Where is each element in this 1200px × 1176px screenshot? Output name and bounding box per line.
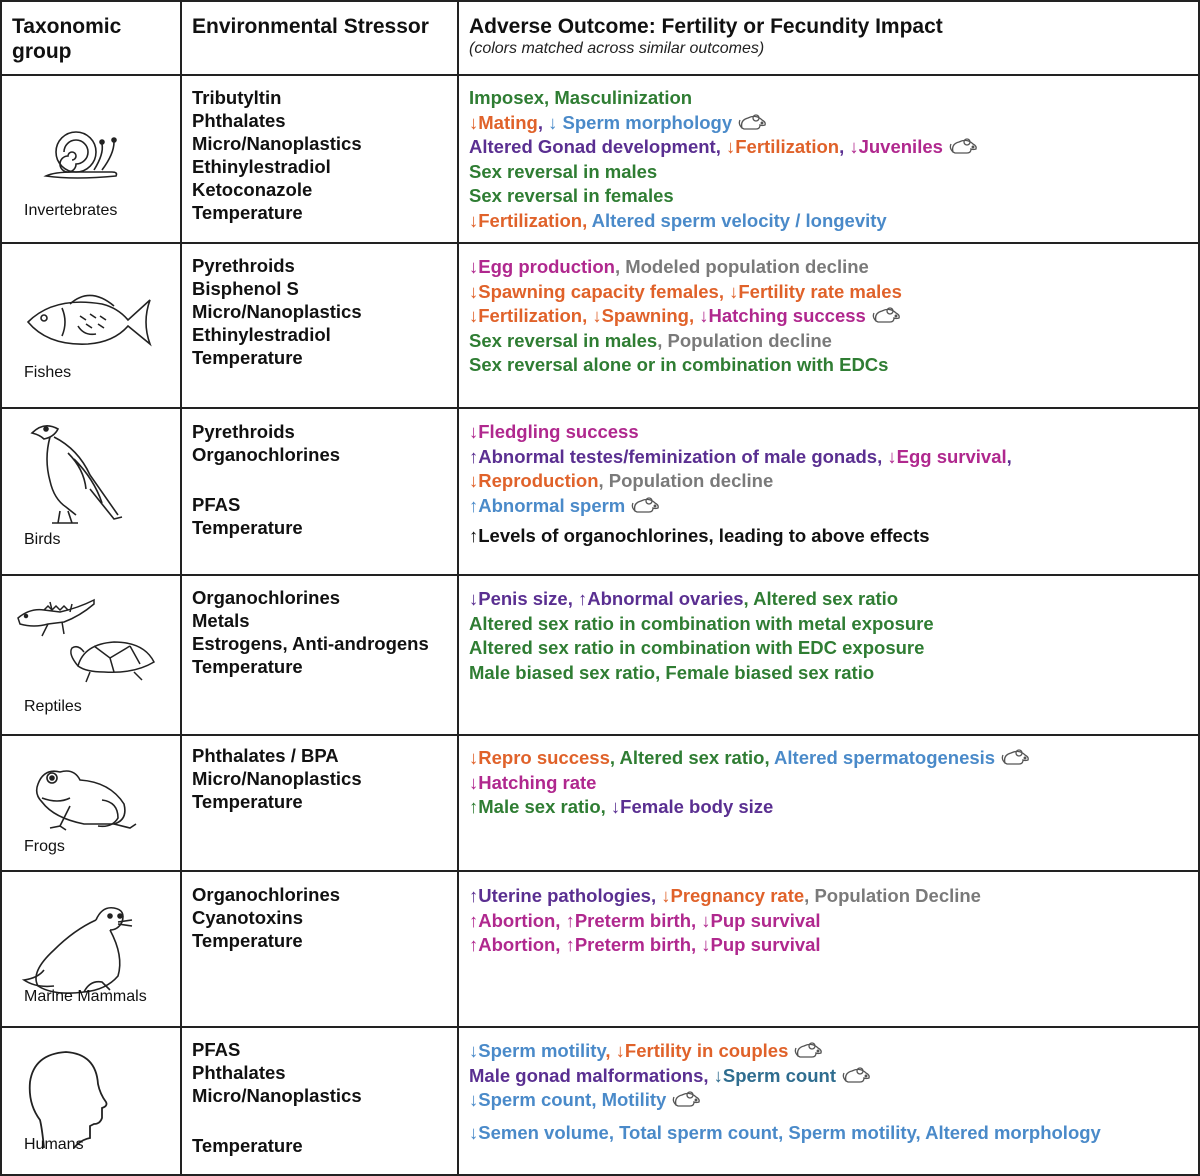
stressor-list bbox=[192, 420, 454, 539]
row-divider bbox=[2, 574, 1198, 576]
outcome-text: ↓Sperm count bbox=[713, 1064, 836, 1086]
outcome-text: , bbox=[614, 256, 626, 277]
outcome-line bbox=[469, 661, 1194, 686]
outcome-text: ↓Reproduction bbox=[469, 470, 599, 491]
stressor-list bbox=[192, 883, 454, 952]
outcome-line bbox=[469, 933, 1194, 958]
header-text: Taxonomic bbox=[12, 15, 122, 38]
mouse-icon bbox=[631, 495, 661, 515]
outcome-line bbox=[469, 135, 1194, 160]
outcome-list bbox=[469, 746, 1194, 820]
mouse-icon bbox=[672, 1089, 702, 1109]
outcome-text: ↓Juveniles bbox=[849, 136, 943, 157]
outcome-text: , bbox=[804, 885, 815, 906]
outcome-text: ↑Abortion, ↑Preterm birth, ↓Pup survival bbox=[469, 934, 821, 955]
outcome-text: ↓Fertility in couples bbox=[615, 1040, 789, 1061]
outcome-text: ↑Abortion, ↑Preterm birth, ↓Pup survival bbox=[469, 909, 821, 931]
stressor-item: Ethinylestradiol bbox=[192, 156, 331, 177]
column-divider bbox=[457, 2, 459, 1174]
outcome-list bbox=[469, 420, 1194, 549]
reptiles-icon bbox=[14, 582, 164, 692]
outcome-text: , bbox=[598, 470, 609, 491]
outcome-text: Male gonad malformations bbox=[469, 1064, 704, 1086]
stressor-item: Pyrethroids bbox=[192, 255, 295, 276]
outcome-text: , bbox=[1006, 445, 1012, 467]
outcome-text: ↓Fledgling success bbox=[469, 421, 639, 442]
outcome-text: ↓Semen volume, Total sperm count, Sperm motility, Altered morphology bbox=[469, 1121, 1101, 1143]
stressor-list bbox=[192, 586, 454, 678]
outcome-text: Altered sex ratio bbox=[619, 747, 765, 768]
outcome-list bbox=[469, 884, 1194, 958]
outcome-text: , bbox=[609, 747, 620, 768]
row-divider bbox=[2, 1026, 1198, 1028]
outcome-text: , bbox=[764, 747, 775, 768]
outcome-text: ↓Spawning capacity females bbox=[469, 280, 719, 302]
stressor-item: Phthalates / BPA bbox=[192, 745, 339, 766]
snail-icon bbox=[14, 114, 164, 194]
outcome-text: ↑Uterine pathologies bbox=[469, 885, 651, 906]
outcome-text: Altered spermatogenesis bbox=[774, 747, 996, 768]
outcome-line bbox=[469, 184, 1194, 209]
outcome-line bbox=[469, 280, 1194, 305]
taxonomic-group-label: Marine Mammals bbox=[24, 988, 147, 1005]
stressor-item: Micro/Nanoplastics bbox=[192, 1085, 362, 1106]
row-divider bbox=[2, 734, 1198, 736]
outcome-line bbox=[469, 1039, 1194, 1064]
outcome-text: ↓Egg survival bbox=[887, 445, 1007, 467]
stressor-item: Temperature bbox=[192, 202, 303, 223]
human-head-icon bbox=[14, 1048, 164, 1148]
outcome-text: , bbox=[688, 305, 700, 326]
stressor-item: Temperature bbox=[192, 791, 303, 812]
stressor-item: Ketoconazole bbox=[192, 179, 313, 200]
outcome-text: Sex reversal in males bbox=[469, 329, 658, 351]
outcome-line bbox=[469, 255, 1194, 280]
stressor-item: Tributyltin bbox=[192, 87, 282, 108]
row-divider bbox=[2, 407, 1198, 409]
outcome-line bbox=[469, 587, 1194, 612]
outcome-text: ↓Fertilization bbox=[726, 136, 840, 157]
outcome-text: Altered sex ratio in combination with metal exposure bbox=[469, 612, 934, 634]
header-color-note: (colors matched across similar outcomes) bbox=[469, 40, 765, 57]
row-divider bbox=[2, 870, 1198, 872]
row-divider bbox=[2, 74, 1198, 76]
outcome-text: Altered sex ratio in combination with EDC exposure bbox=[469, 637, 925, 658]
outcome-line bbox=[469, 111, 1194, 136]
column-divider bbox=[180, 2, 182, 1174]
outcome-text: ↓Fertilization bbox=[469, 209, 583, 231]
stressor-list bbox=[192, 254, 454, 369]
outcome-text: ↓Spawning bbox=[592, 305, 689, 326]
outcome-text: Sex reversal alone or in combination with EDCs bbox=[469, 354, 889, 375]
outcome-line bbox=[469, 353, 1194, 378]
outcome-text: Sex reversal in females bbox=[469, 185, 674, 206]
outcome-line bbox=[469, 795, 1194, 820]
outcome-line bbox=[469, 420, 1194, 445]
outcome-text: Imposex, Masculinization bbox=[469, 87, 693, 108]
taxonomic-group-label: Reptiles bbox=[24, 698, 82, 715]
mouse-icon bbox=[949, 136, 979, 156]
outcome-text: Male biased sex ratio, Female biased sex ratio bbox=[469, 661, 875, 683]
outcome-list bbox=[469, 86, 1194, 233]
mouse-icon bbox=[842, 1065, 872, 1085]
stressor-list bbox=[192, 744, 454, 813]
outcome-text: Population Decline bbox=[814, 885, 981, 906]
mouse-icon bbox=[1001, 747, 1031, 767]
outcome-text: ↑Abnormal sperm bbox=[469, 494, 626, 516]
stressor-item: Estrogens, Anti-androgens bbox=[192, 633, 429, 654]
header-adverse-outcome: Adverse Outcome: Fertility or Fecundity Impact bbox=[469, 15, 943, 38]
outcome-line bbox=[469, 909, 1194, 934]
stressor-item: Organochlorines bbox=[192, 884, 341, 905]
outcome-text: Altered sperm velocity / longevity bbox=[591, 209, 887, 231]
stressor-item: Micro/Nanoplastics bbox=[192, 133, 362, 154]
outcome-list bbox=[469, 255, 1194, 378]
outcome-text: Population decline bbox=[608, 470, 774, 491]
stressor-item: Ethinylestradiol bbox=[192, 324, 331, 345]
outcome-line bbox=[469, 160, 1194, 185]
outcome-line bbox=[469, 469, 1194, 494]
outcome-text: ↓Sperm count, Motility bbox=[469, 1089, 667, 1110]
stressor-item: PFAS bbox=[192, 1039, 241, 1060]
outcome-text: , bbox=[743, 588, 754, 609]
outcome-text: , bbox=[600, 796, 611, 817]
frog-icon bbox=[14, 758, 164, 838]
outcome-line bbox=[469, 884, 1194, 909]
outcome-line bbox=[469, 612, 1194, 637]
outcome-text: ↑Abnormal ovaries bbox=[578, 588, 744, 609]
outcome-text: , bbox=[605, 1040, 616, 1061]
stressor-item: Phthalates bbox=[192, 1062, 286, 1083]
outcome-text: , bbox=[718, 280, 730, 302]
fish-icon bbox=[14, 282, 164, 362]
stressor-item: Temperature bbox=[192, 1135, 303, 1156]
outcome-text: ↓Pregnancy rate bbox=[661, 885, 805, 906]
outcome-line bbox=[469, 86, 1194, 111]
stressor-item: PFAS bbox=[192, 494, 241, 515]
outcome-line bbox=[469, 524, 1194, 549]
stressor-item: Pyrethroids bbox=[192, 421, 295, 442]
outcome-text: , bbox=[839, 136, 850, 157]
outcome-line bbox=[469, 746, 1194, 771]
stressor-item bbox=[192, 1107, 454, 1134]
outcome-list bbox=[469, 587, 1194, 685]
outcome-line bbox=[469, 1121, 1194, 1146]
outcome-text: ↓Fertilization bbox=[469, 305, 583, 326]
outcome-text: Altered Gonad development bbox=[469, 136, 716, 157]
stressor-item: Micro/Nanoplastics bbox=[192, 768, 362, 789]
taxonomic-group-label: Fishes bbox=[24, 364, 72, 381]
outcome-line bbox=[469, 445, 1194, 470]
outcome-text: ↓Fertility rate males bbox=[729, 280, 902, 302]
header-taxonomic-group bbox=[12, 14, 177, 64]
taxonomic-group-label: Birds bbox=[24, 531, 61, 548]
mouse-icon bbox=[794, 1040, 824, 1060]
stressor-item: Temperature bbox=[192, 656, 303, 677]
outcome-text: , bbox=[650, 885, 662, 906]
stressor-item: Temperature bbox=[192, 347, 303, 368]
outcome-line bbox=[469, 494, 1194, 519]
outcome-line bbox=[469, 636, 1194, 661]
mouse-icon bbox=[738, 112, 768, 132]
outcome-line bbox=[469, 304, 1194, 329]
taxonomic-group-label: Humans bbox=[24, 1136, 84, 1153]
outcome-text: ↓Sperm motility bbox=[469, 1040, 606, 1061]
mouse-icon bbox=[872, 305, 902, 325]
outcome-text: , bbox=[703, 1064, 714, 1086]
outcome-text: , bbox=[657, 329, 668, 351]
outcome-text: ↓Hatching success bbox=[699, 305, 866, 326]
stressor-item: Organochlorines bbox=[192, 444, 341, 465]
header-text: group bbox=[12, 40, 72, 63]
outcome-text: , bbox=[582, 305, 593, 326]
outcome-list bbox=[469, 1039, 1194, 1145]
outcome-text: , bbox=[567, 588, 578, 609]
stressor-item: Temperature bbox=[192, 517, 303, 538]
taxonomic-group-label: Invertebrates bbox=[24, 202, 118, 219]
seal-icon bbox=[14, 900, 164, 1000]
outcome-text: Population decline bbox=[667, 329, 832, 351]
outcome-text: , bbox=[537, 111, 549, 133]
stressor-item: Phthalates bbox=[192, 110, 286, 131]
outcome-text: Altered sex ratio bbox=[753, 588, 899, 609]
stressor-item: Cyanotoxins bbox=[192, 907, 304, 928]
stressor-item: Bisphenol S bbox=[192, 278, 299, 299]
outcome-text: , bbox=[715, 136, 726, 157]
header-environmental-stressor: Environmental Stressor bbox=[192, 15, 429, 38]
stressor-item bbox=[192, 466, 454, 493]
outcome-line bbox=[469, 209, 1194, 234]
outcome-line bbox=[469, 1064, 1194, 1089]
stressor-list bbox=[192, 1038, 454, 1157]
outcome-line bbox=[469, 771, 1194, 796]
row-divider bbox=[2, 242, 1198, 244]
outcome-text: Modeled population decline bbox=[625, 256, 869, 277]
outcome-text: ↓Repro success bbox=[469, 747, 610, 768]
taxonomic-group-label: Frogs bbox=[24, 838, 65, 855]
outcome-text: ↓ Sperm morphology bbox=[548, 111, 733, 133]
outcome-text: ↓Egg production bbox=[469, 256, 615, 277]
outcome-text: ↑Male sex ratio bbox=[469, 796, 601, 817]
outcome-line bbox=[469, 1088, 1194, 1113]
outcome-text: ↓Mating bbox=[469, 111, 538, 133]
stressor-item: Organochlorines bbox=[192, 587, 341, 608]
stressor-list bbox=[192, 86, 454, 224]
stressor-item: Temperature bbox=[192, 930, 303, 951]
outcome-text: , bbox=[582, 209, 592, 231]
bird-icon bbox=[14, 419, 164, 529]
stressor-item: Metals bbox=[192, 610, 250, 631]
outcome-text: , bbox=[877, 445, 888, 467]
outcome-text: ↓Penis size bbox=[469, 588, 568, 609]
outcome-text: ↓Hatching rate bbox=[469, 771, 597, 793]
stressor-item: Micro/Nanoplastics bbox=[192, 301, 362, 322]
outcome-text: ↑Levels of organochlorines, leading to above effects bbox=[469, 525, 930, 546]
outcome-line bbox=[469, 329, 1194, 354]
outcome-text: ↓Female body size bbox=[610, 796, 774, 817]
outcome-text: Sex reversal in males bbox=[469, 160, 658, 182]
outcome-text: ↑Abnormal testes/feminization of male gonads bbox=[469, 445, 878, 467]
